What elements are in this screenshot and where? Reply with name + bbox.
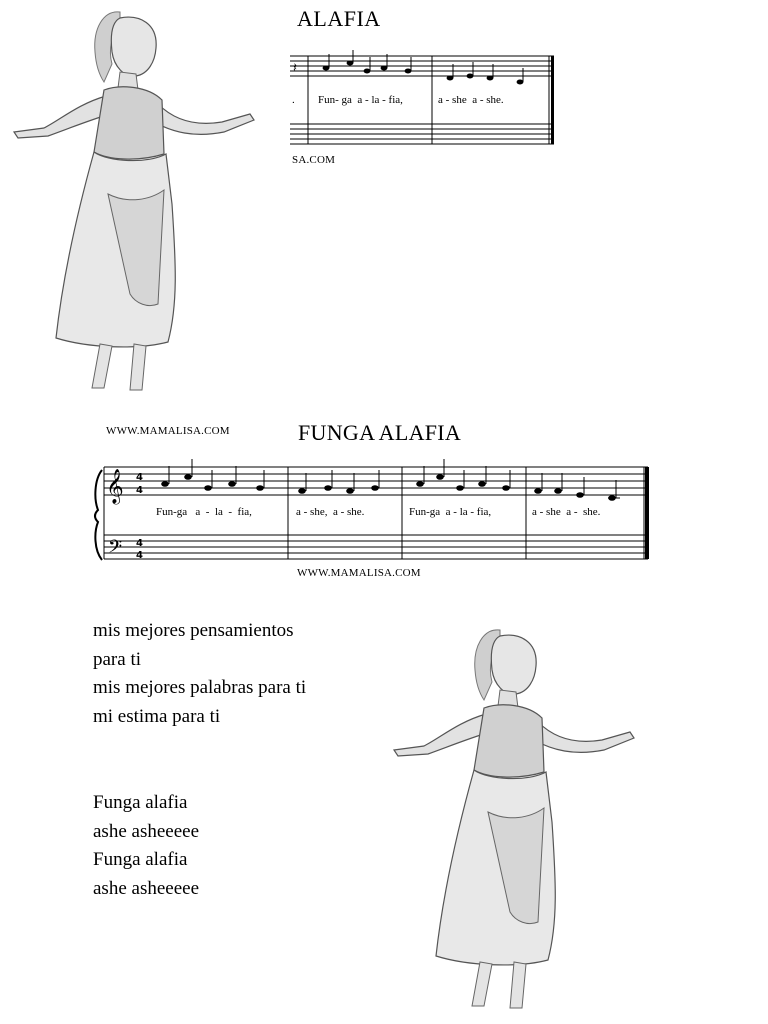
svg-text:4: 4 (136, 485, 143, 496)
svg-text:𝄽: 𝄽 (293, 60, 297, 75)
site-url-bottom: WWW.MAMALISA.COM (297, 567, 421, 579)
dancer-illustration-bottom (388, 622, 648, 1012)
verse-stanza-1 (93, 617, 306, 731)
top-score-lyrics-measure-2: a - she a - she. (438, 94, 504, 106)
verse-line: mis mejores pensamientos (93, 620, 294, 641)
lyrics-measure-1: Fun-ga a - la - fia, (156, 506, 252, 518)
verse-line: mis mejores palabras para ti (93, 677, 307, 698)
top-score-lyrics-measure-1: Fun- ga a - la - fia, (318, 94, 403, 106)
verse-line: mi estima para ti (93, 705, 221, 727)
verse-line: Funga alafia (93, 849, 188, 870)
top-score-site-fragment: SA.COM (292, 154, 336, 166)
verse-stanza-2 (93, 789, 199, 903)
site-url-top: WWW.MAMALISA.COM (106, 425, 230, 437)
song-title: FUNGA ALAFIA (298, 420, 462, 445)
top-score-title: ALAFIA (297, 6, 381, 31)
verse-line: ashe asheeeee (93, 877, 200, 899)
verse-line: Funga alafia (93, 792, 188, 813)
verse-line: ashe asheeeee (93, 820, 200, 842)
lyrics-measure-2: a - she, a - she. (296, 506, 365, 518)
lyrics-measure-3: Fun-ga a - la - fia, (409, 506, 492, 518)
dancer-illustration-top (8, 4, 268, 394)
svg-text:4: 4 (136, 472, 143, 483)
bass-clef-icon: 𝄢 (108, 537, 123, 562)
verse-line: para ti (93, 648, 142, 670)
lyrics-measure-4: a - she a - she. (532, 506, 601, 518)
top-score-lyric-lead: . (292, 94, 295, 106)
treble-clef-icon: 𝄞 (106, 469, 124, 504)
svg-text:4: 4 (136, 550, 143, 561)
svg-text:4: 4 (136, 538, 143, 549)
